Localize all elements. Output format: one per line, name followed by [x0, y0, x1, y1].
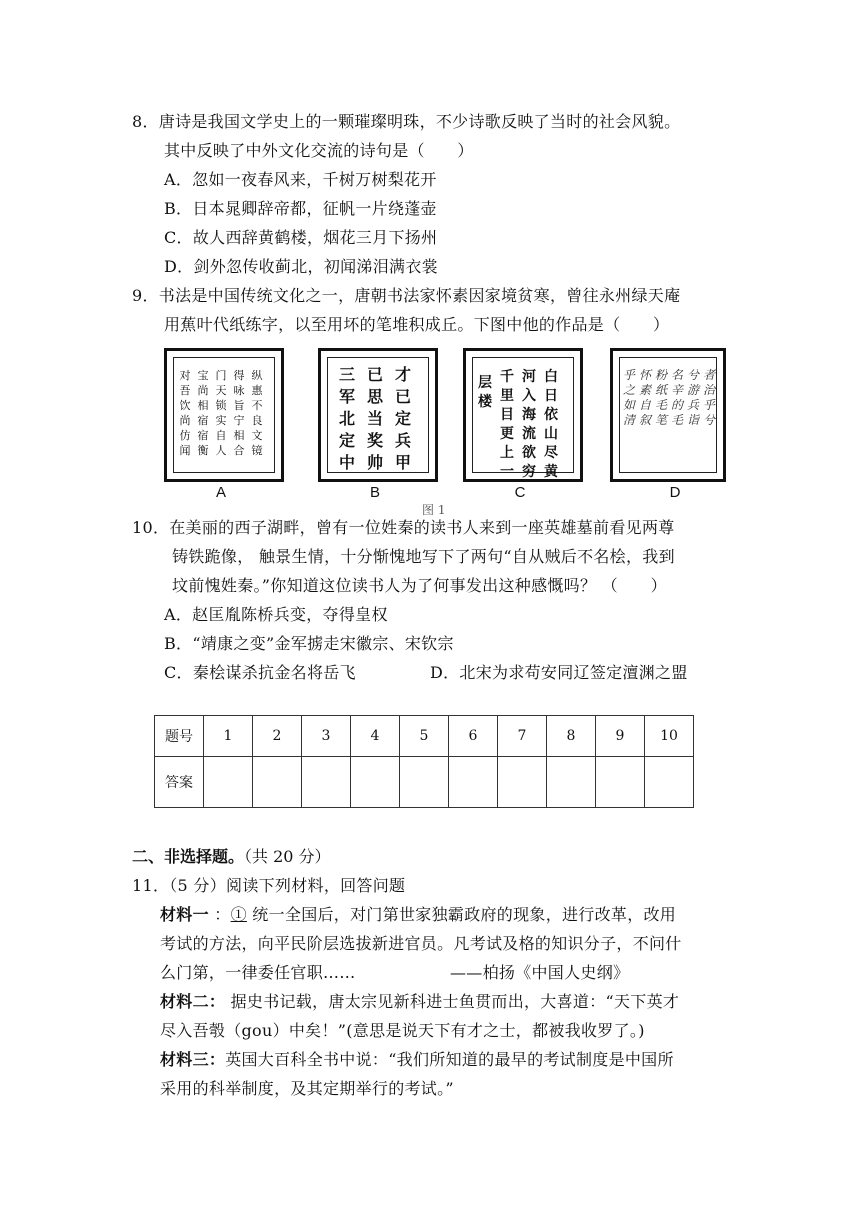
- answer-table-number: 2: [253, 716, 302, 757]
- q10-stem-line2: 铸铁跪像， 触景生情，十分惭愧地写下了两句“自从贼后不名桧，我到: [172, 547, 675, 566]
- q10-stem-line1: 10．在美丽的西子湖畔，曾有一位姓秦的读书人来到一座英雄墓前看见两尊: [132, 518, 675, 537]
- calligraphy-panel-d: [610, 348, 726, 482]
- panel-c-frame: [472, 357, 574, 480]
- section-2-heading: [132, 846, 331, 868]
- answer-table-number: 6: [449, 716, 498, 757]
- panel-d-column: 乎之如清: [622, 368, 635, 427]
- panel-a-column: 对吾饮尚仿闻: [179, 369, 191, 457]
- calligraphy-panel-c: [463, 348, 583, 482]
- q8-option-c: C．故人西辞黄鹤楼，烟花三月下扬州: [164, 228, 438, 247]
- answer-cell[interactable]: [204, 757, 253, 808]
- material2-text: 据史书记载，唐太宗见新科进士鱼贯而出，大喜道：“天下英才: [225, 992, 680, 1011]
- panel-c-column: 白日依山尽黄: [544, 369, 558, 480]
- q11-material2-line2: 尽入吾彀（gou）中矣！”(意思是说天下有才之士，都被我收罗了。): [160, 1021, 645, 1040]
- q11-stem: 11．（5 分）阅读下列材料，回答问题: [132, 876, 406, 895]
- answer-table-number: 9: [596, 716, 645, 757]
- panel-a-frame: [173, 357, 275, 473]
- panel-d-column: 粉纸毛笔: [654, 368, 667, 427]
- panel-a-label: A: [215, 484, 226, 501]
- calligraphy-panel-a: [164, 348, 284, 482]
- answer-cell[interactable]: [351, 757, 400, 808]
- answer-table-number: 1: [204, 716, 253, 757]
- answer-table-number: 7: [498, 716, 547, 757]
- answer-cell[interactable]: [302, 757, 351, 808]
- figure-caption: 图 1: [422, 503, 446, 517]
- answer-table-header: 答案: [155, 757, 204, 808]
- answer-table-answer-row: [155, 757, 694, 808]
- panel-b-frame: [327, 357, 429, 473]
- q11-material2-line1: [160, 991, 679, 1013]
- q11-material3-line1: [160, 1049, 674, 1071]
- q8-stem-line2: 其中反映了中外文化交流的诗句是（ ）: [164, 141, 474, 160]
- q11-material1-line1: [160, 904, 676, 926]
- answer-cell[interactable]: [400, 757, 449, 808]
- answer-table-number: 8: [547, 716, 596, 757]
- q10-option-b: B．“靖康之变”金军掳走宋徽宗、宋钦宗: [164, 634, 454, 653]
- panel-c-column: 千里目更上一: [500, 369, 514, 480]
- panel-b-column: 才已定兵甲: [394, 365, 411, 472]
- q11-material3-line2: 采用的科举制度，及其定期举行的考试。”: [160, 1079, 454, 1098]
- panel-d-column: 者治乎兮: [702, 368, 715, 427]
- q10-option-d: D．北宋为求苟安同辽签定澶渊之盟: [430, 663, 688, 682]
- answer-cell[interactable]: [547, 757, 596, 808]
- answer-table-number: 3: [302, 716, 351, 757]
- material1-text: 统一全国后，对门第世家独霸政府的现象，进行改革，改用: [246, 905, 677, 924]
- q8-option-d: D．剑外忽传收蓟北，初闻涕泪满衣裳: [164, 257, 438, 276]
- answer-cell[interactable]: [449, 757, 498, 808]
- panel-c-label: C: [514, 484, 526, 501]
- panel-d-column: 兮游兵诣: [686, 368, 699, 427]
- material2-label: 材料二：: [160, 992, 226, 1011]
- q8-option-a: A．忽如一夜春风来，千树万树梨花开: [164, 170, 437, 189]
- material3-text: 英国大百科全书中说：“我们所知道的最早的考试制度是中国所: [225, 1050, 674, 1069]
- answer-table-number: 4: [351, 716, 400, 757]
- calligraphy-panel-b: [318, 348, 438, 482]
- panel-d-column: 怀素自叙: [638, 368, 651, 427]
- q10-stem-line3: 坟前愧姓秦。”你知道这位读书人为了何事发出这种感慨吗？ （ ）: [172, 576, 667, 595]
- panel-b-column: 已思当奖帅: [366, 365, 383, 472]
- answer-table-header: 题号: [155, 716, 204, 757]
- q10-option-a: A．赵匡胤陈桥兵变，夺得皇权: [164, 605, 388, 624]
- q11-material1-line3: 么门第，一律委任官职……: [160, 963, 356, 982]
- panel-d-frame: [619, 357, 717, 473]
- q8-option-b: B．日本晁卿辞帝都，征帆一片绕蓬壶: [164, 199, 437, 218]
- calligraphy-figure: [160, 346, 726, 517]
- answer-cell[interactable]: [498, 757, 547, 808]
- panel-a-column: 纵惠不良文镜: [251, 369, 263, 457]
- panel-a-column: 得咏旨宁相合: [233, 369, 245, 457]
- answer-cell[interactable]: [253, 757, 302, 808]
- material1-label: 材料一: [160, 905, 209, 924]
- panel-c-column: 层楼: [478, 375, 492, 410]
- q11-material1-line2: 考试的方法，向平民阶层选拔新进官员。凡考试及格的知识分子，不问什: [160, 934, 682, 953]
- answer-table: [154, 715, 694, 808]
- answer-cell[interactable]: [645, 757, 694, 808]
- panel-d-label: D: [669, 484, 681, 501]
- panel-a-column: 宝尚相宿宿衡: [197, 369, 209, 457]
- panel-b-label: B: [369, 484, 380, 501]
- panel-b-column: 三军北定中: [338, 365, 355, 472]
- answer-table-number: 5: [400, 716, 449, 757]
- q8-stem-line1: 8．唐诗是我国文学史上的一颗璀璨明珠，不少诗歌反映了当时的社会风貌。: [132, 112, 681, 131]
- material3-label: 材料三：: [160, 1050, 226, 1069]
- answer-table-number-row: [155, 716, 694, 757]
- q9-stem-line1: 9．书法是中国传统文化之一，唐朝书法家怀素因家境贫寒，曾往永州绿天庵: [132, 286, 681, 305]
- panel-a-column: 门天锁实自人: [215, 369, 227, 457]
- panel-d-column: 名辛的毛: [670, 368, 683, 427]
- answer-cell[interactable]: [596, 757, 645, 808]
- panel-c-column: 河入海流欲穷: [522, 369, 536, 480]
- material1-separator: ：: [208, 905, 231, 924]
- q9-stem-line2: 用蕉叶代纸练字，以至用坏的笔堆积成丘。下图中他的作品是（ ）: [164, 315, 670, 334]
- q11-material1-source: ——柏扬《中国人史纲》: [450, 963, 630, 982]
- material1-blank[interactable]: ①: [230, 905, 247, 924]
- section-2-score: （共 20 分）: [244, 847, 331, 866]
- answer-table-number: 10: [645, 716, 694, 757]
- section-2-title: 二、非选择题。: [132, 847, 245, 866]
- q10-option-c: C．秦桧谋杀抗金名将岳飞: [164, 663, 356, 682]
